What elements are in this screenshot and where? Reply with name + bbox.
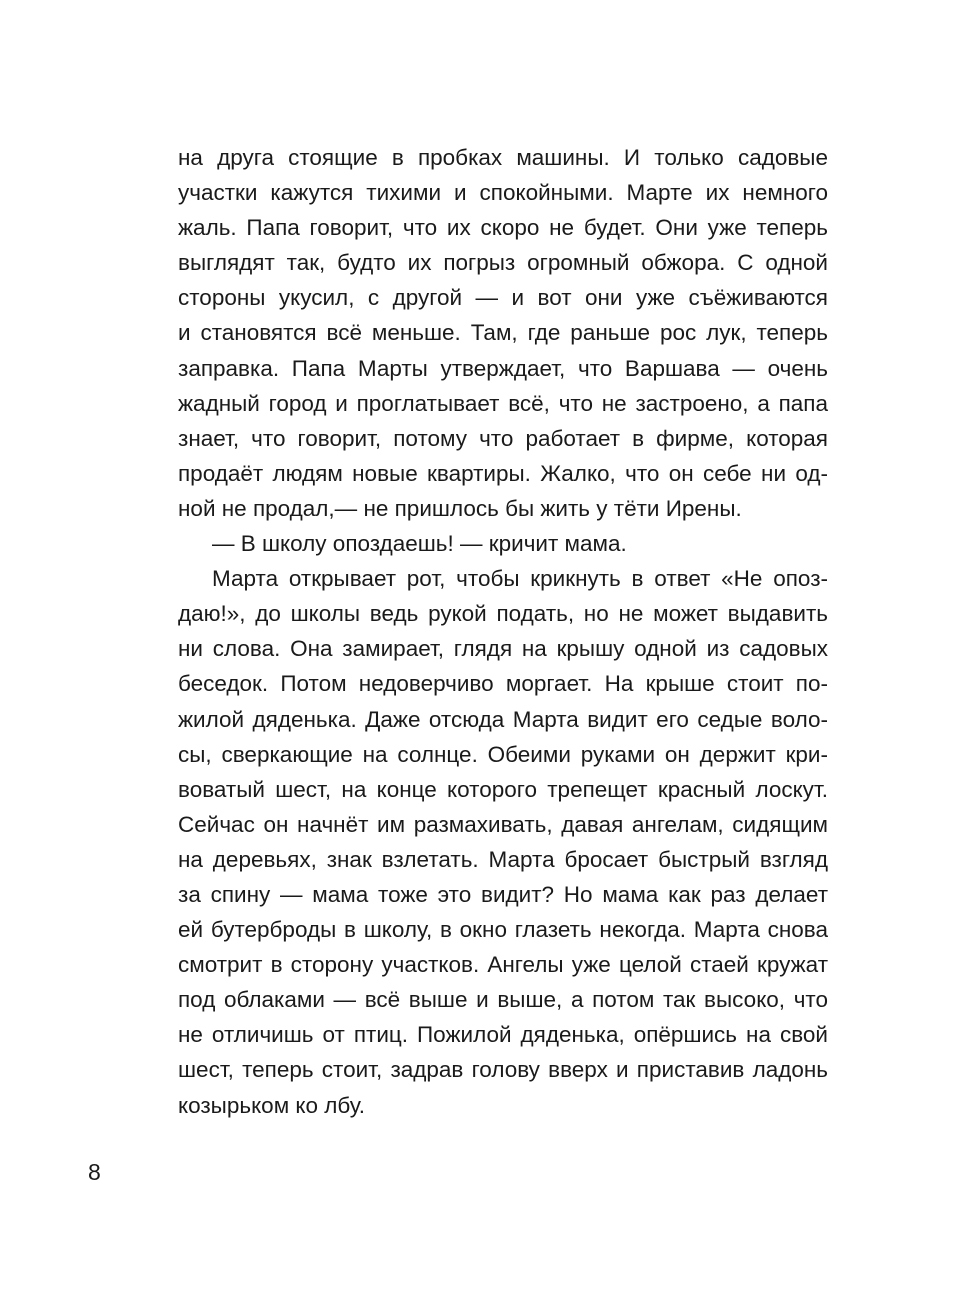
text-line: на друга стоящие в пробках машины. И только садовые [178, 145, 828, 170]
text-line: беседок. Потом недоверчиво моргает. На крыше стоит по- [178, 671, 828, 697]
text-line: участки кажутся тихими и спокойными. Марте их немного [178, 180, 828, 206]
text-line: за спину — мама тоже это видит? Но мама как раз делает [178, 881, 828, 907]
dialogue-line: — В школу опоздаешь! — кричит мама. [212, 531, 627, 557]
text-line: заправка. Папа Марты утверждает, что Варшава — очень [178, 355, 828, 381]
text-line: выглядят так, будто их погрыз огромный обжора. С одной [178, 250, 828, 276]
text-line: жилой дяденька. Даже отсюда Марта видит его седые воло- [178, 706, 828, 732]
text-line: не отличишь от птиц. Пожилой дяденька, опёршись на свой [178, 1022, 828, 1048]
text-line: под облаками — всё выше и выше, а потом так высоко, что [178, 987, 828, 1013]
text-line: продаёт людям новые квартиры. Жалко, что он себе ни од- [178, 460, 828, 486]
text-line: и становятся всё меньше. Там, где раньше рос лук, теперь [178, 320, 828, 346]
text-line: воватый шест, на конце которого трепещет красный лоскут. [178, 776, 828, 802]
paragraph-end-line: ной не продал,— не пришлось бы жить у тёти Ирены. [178, 495, 742, 521]
text-line: ни слова. Она замирает, глядя на крышу одной из садовых [178, 636, 828, 662]
paragraph-end-line: козырьком ко лбу. [178, 1092, 366, 1118]
text-line: знает, что говорит, потому что работает в фирме, которая [178, 425, 828, 451]
text-line: жадный город и проглатывает всё, что не застроено, а папа [178, 390, 828, 416]
page-number: 8 [88, 1159, 101, 1185]
text-line: на деревьях, знак взлетать. Марта бросает быстрый взгляд [178, 846, 828, 872]
paragraph-start-line: Марта открывает рот, чтобы крикнуть в ответ «Не опоз- [212, 566, 828, 592]
text-line: Сейчас он начнёт им размахивать, давая ангелам, сидящим [178, 811, 828, 837]
text-line: смотрит в сторону участков. Ангелы уже целой стаей кружат [178, 952, 828, 978]
text-line: шест, теперь стоит, задрав голову вверх и приставив ладонь [178, 1057, 828, 1083]
text-line: стороны укусил, с другой — и вот они уже съёживаются [178, 285, 828, 311]
text-line: даю!», до школы ведь рукой подать, но не может выдавить [178, 601, 828, 627]
text-line: ей бутерброды в школу, в окно глазеть некогда. Марта снова [178, 917, 828, 943]
text-line: жаль. Папа говорит, что их скоро не будет. Они уже теперь [178, 215, 828, 241]
body-text [178, 140, 828, 1123]
text-line: сы, сверкающие на солнце. Обеими руками он держит кри- [178, 741, 828, 767]
